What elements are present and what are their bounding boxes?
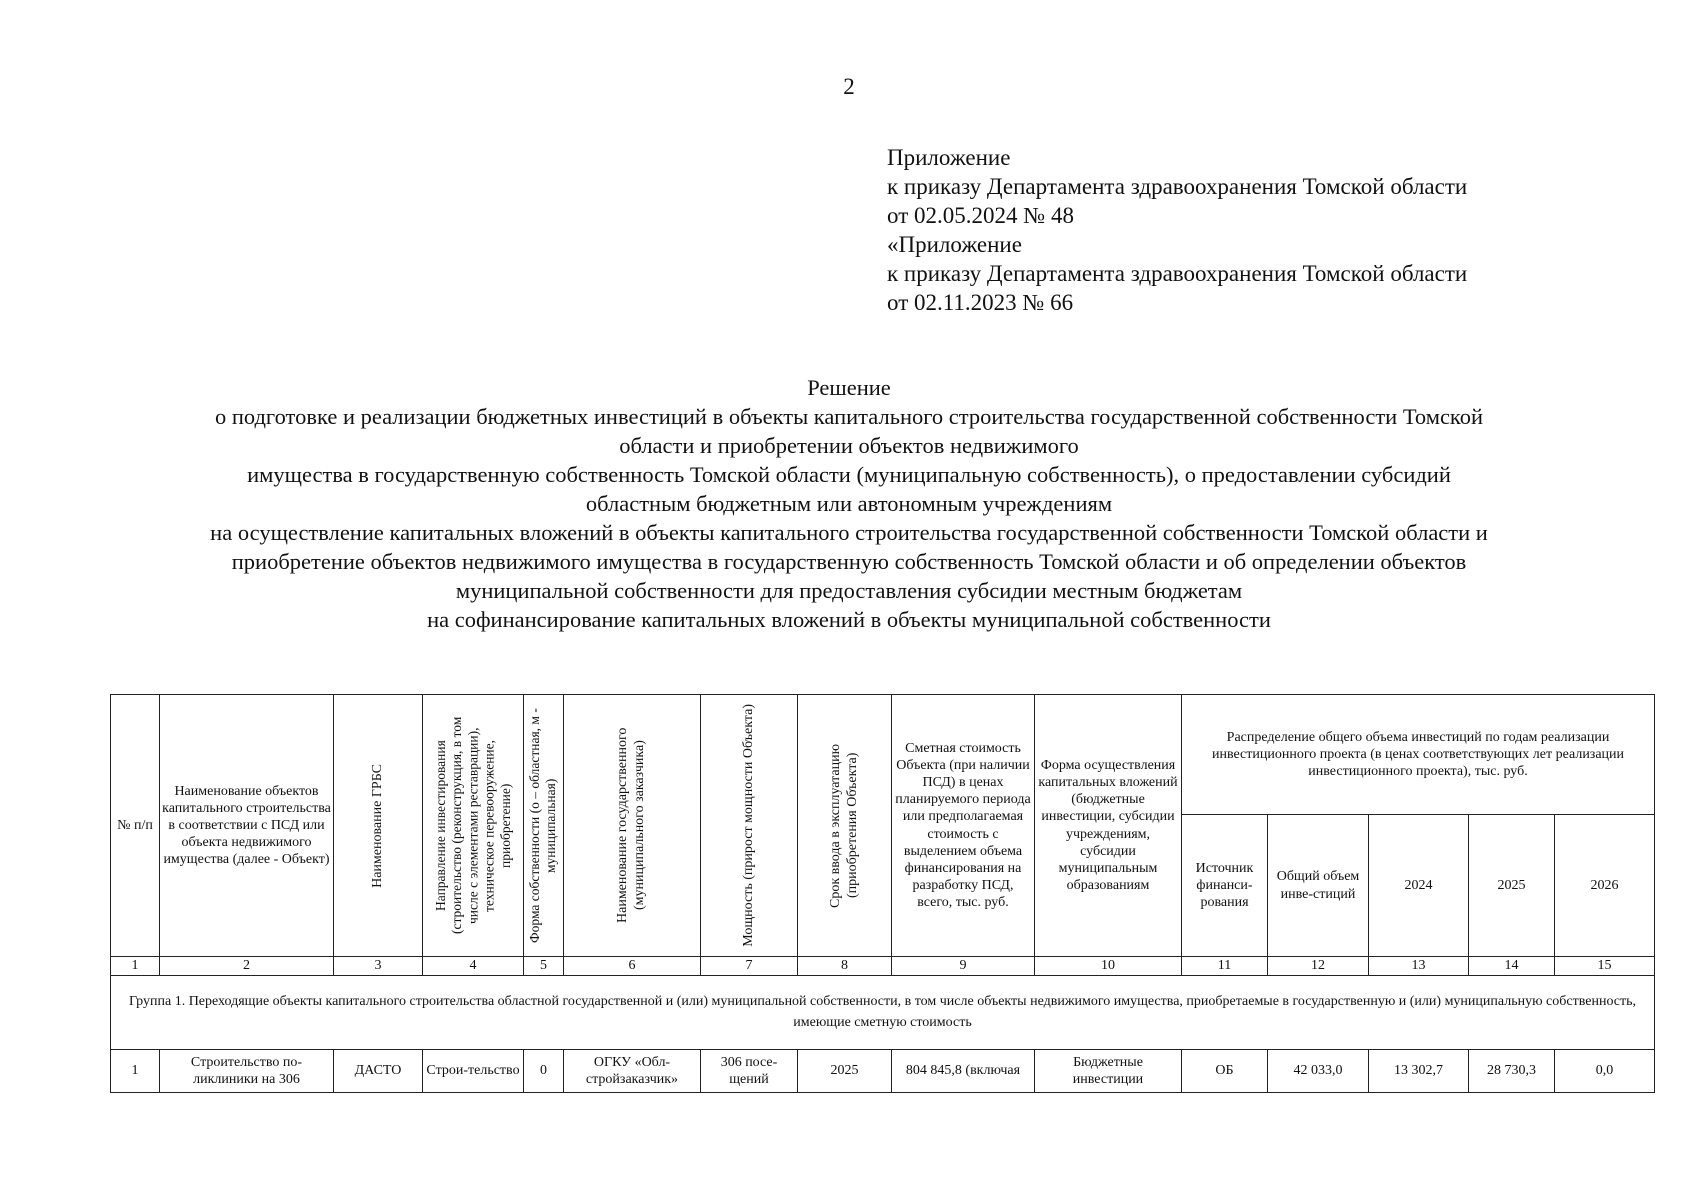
row-form: Бюджетные инвестиции [1035,1050,1182,1093]
appendix-block [887,143,1467,317]
appendix-line: Приложение [887,145,1011,170]
title-line: на софинансирование капитальных вложений в объекты муниципальной собственности [427,607,1271,632]
row-2025: 28 730,3 [1469,1050,1555,1093]
header-term [798,695,892,957]
column-number: 12 [1268,957,1369,976]
page-number: 2 [843,74,855,99]
header-grbs [334,695,423,957]
header-2024: 2024 [1369,815,1469,957]
header-object-name: Наименование объектов капитального строительства в соответствии с ПСД или объекта недвижимого имущества (далее - Объект) [160,695,334,957]
header-term-text: Срок ввода в эксплуатацию (приобретения Объекта) [827,743,860,908]
header-form: Форма осуществления капитальных вложений (бюджетные инвестиции, субсидии учреждениям, субсидии муниципальным образованиям [1035,695,1182,957]
investment-table [110,694,1655,1093]
header-total: Общий объем инве-стиций [1268,815,1369,957]
header-customer-text: Наименование государственного (муниципального заказчика) [615,727,647,924]
title-line: приобретение объектов недвижимого имущества в государственную собственность Томской области и об определении объектов [231,549,1467,574]
row-source: ОБ [1182,1050,1268,1093]
document-title [110,373,1588,634]
title-line: на осуществление капитальных вложений в объекты капитального строительства государственной собственности Томской области и [210,520,1488,545]
row-num: 1 [111,1050,160,1093]
column-number: 10 [1035,957,1182,976]
appendix-line: «Приложение [887,232,1022,257]
group-title: Группа 1. Переходящие объекты капитального строительства областной государственной и (или) муниципальной собственности, в том числе объекты недвижимого имущества, приобретаемые в государственную и (или) муниципальную собственность, имеющие сметную стоимость [111,976,1655,1050]
header-grbs-text: Наименование ГРБС [369,763,385,888]
row-ownership: 0 [524,1050,564,1093]
header-ownership [524,695,564,957]
row-customer: ОГКУ «Обл-стройзаказчик» [564,1050,701,1093]
row-power: 306 посе-щений [701,1050,798,1093]
column-number: 13 [1369,957,1469,976]
column-number: 7 [701,957,798,976]
row-grbs: ДАСТО [334,1050,423,1093]
column-number: 8 [798,957,892,976]
column-number: 1 [111,957,160,976]
row-direction: Строи-тельство [423,1050,524,1093]
title-line: Решение [807,375,891,400]
column-number: 15 [1555,957,1655,976]
header-ownership-text: Форма собственности (о – областная, м - муниципальная) [527,708,559,943]
column-number: 9 [892,957,1035,976]
row-object-name: Строительство по-ликлиники на 306 [160,1050,334,1093]
column-number: 11 [1182,957,1268,976]
header-2025: 2025 [1469,815,1555,957]
appendix-line: к приказу Департамента здравоохранения Томской области [887,261,1468,286]
row-term: 2025 [798,1050,892,1093]
header-power [701,695,798,957]
row-2026: 0,0 [1555,1050,1655,1093]
column-number: 5 [524,957,564,976]
header-cost: Сметная стоимость Объекта (при наличии ПСД) в ценах планируемого периода или предполагаемая стоимость с выделением объема финансирования на разработку ПСД, всего, тыс. руб. [892,695,1035,957]
title-line: муниципальной собственности для предоставления субсидии местным бюджетам [455,578,1243,603]
row-cost: 804 845,8 (включая [892,1050,1035,1093]
group-row [111,976,1655,1050]
row-total: 42 033,0 [1268,1050,1369,1093]
column-numbers-row [111,957,1655,976]
header-direction-text: Направление инвестирования (строительство (реконструкция, в том числе с элементами реставрации), техническое перевооружение, приобретение) [432,716,513,935]
title-line: имущества в государственную собственность Томской области (муниципальную собственность), о предоставлении субсидий [247,462,1451,487]
column-number: 4 [423,957,524,976]
column-number: 2 [160,957,334,976]
header-num: № п/п [111,695,160,957]
header-customer [564,695,701,957]
row-2024: 13 302,7 [1369,1050,1469,1093]
column-number: 3 [334,957,423,976]
header-2026: 2026 [1555,815,1655,957]
header-row-1 [111,695,1655,815]
appendix-line: от 02.11.2023 № 66 [887,290,1074,315]
table-row [111,1050,1655,1093]
title-line: области и приобретении объектов недвижимого [619,433,1079,458]
title-line: о подготовке и реализации бюджетных инвестиций в объекты капитального строительства государственной собственности Томской [214,404,1484,429]
title-line: областным бюджетным или автономным учреждениям [585,491,1113,516]
column-number: 6 [564,957,701,976]
column-number: 14 [1469,957,1555,976]
appendix-line: к приказу Департамента здравоохранения Томской области [887,174,1468,199]
header-source: Источник финанси-рования [1182,815,1268,957]
header-direction [423,695,524,957]
header-power-text: Мощность (прирост мощности Объекта) [740,704,756,947]
appendix-line: от 02.05.2024 № 48 [887,203,1074,228]
header-distribution: Распределение общего объема инвестиций по годам реализации инвестиционного проекта (в ценах соответствующих лет реализации инвестиционного проекта), тыс. руб. [1182,695,1655,815]
